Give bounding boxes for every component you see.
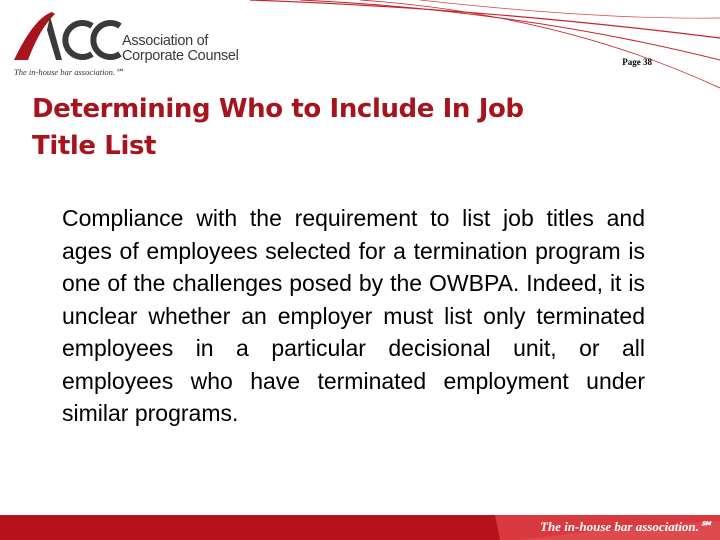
footer-tagline: The in-house bar association.℠ xyxy=(540,519,713,534)
slide-body-paragraph: Compliance with the requirement to list job titles and ages of employees selected for a termination program is one of the challenges posed by the OWBPA. Indeed, it is unclear whether an employer must list only terminated employees in a particular decisional unit, or all employees who have terminated employment under similar programs. xyxy=(62,205,645,426)
acc-logo-mark xyxy=(12,8,122,68)
footer-bar xyxy=(0,515,720,540)
org-name-line1: Association of xyxy=(122,33,209,49)
page-number: Page 38 xyxy=(622,57,652,67)
header-tagline: The in-house bar association.℠ xyxy=(14,67,124,77)
slide-title: Determining Who to Include In Job Title List xyxy=(32,94,524,161)
org-name-line2: Corporate Counsel xyxy=(122,48,239,64)
acc-logo xyxy=(12,8,252,80)
